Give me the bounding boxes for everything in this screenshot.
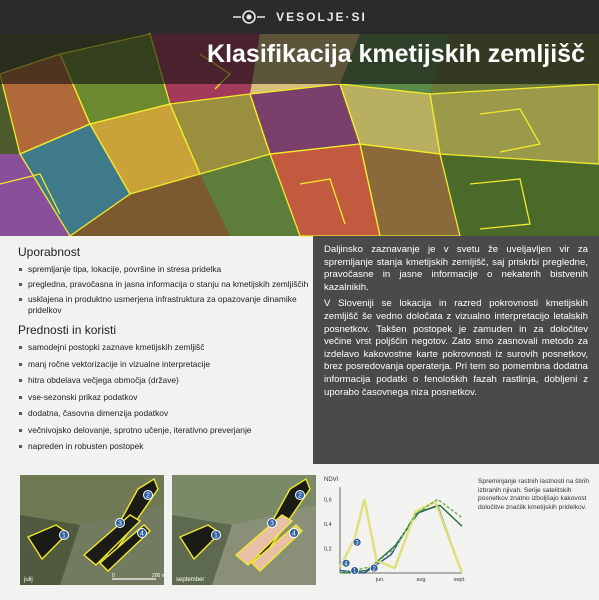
list-item: napreden in robusten postopek [18, 441, 310, 452]
series-marker-label: 4 [344, 561, 348, 568]
y-tick-label: 0,2 [324, 546, 332, 553]
prednosti-list [18, 342, 310, 452]
series-line-4 [340, 499, 462, 573]
intro-paragraph-1: Daljinsko zaznavanje je v svetu že uveljavljen vir za spremljanje stanja kmetijskih zemljišč, saj priskrbi pregledne, pravočasne in jasne informacije o nekaterih bistvenih kazalnikih. [324, 244, 588, 293]
series-marker-label: 1 [352, 568, 357, 575]
page-title: Klasifikacija kmetijskih zemljišč [207, 40, 585, 68]
list-item: večnivojsko delovanje, sprotno učenje, iterativno preverjanje [18, 425, 310, 436]
series-marker-label: 3 [355, 540, 359, 547]
list-item: hitra obdelava večjega območja (države) [18, 375, 310, 386]
list-item: samodejni postopki zaznave kmetijskih zemljišč [18, 342, 310, 353]
prednosti-heading: Prednosti in koristi [18, 323, 117, 337]
intro-text-box [313, 236, 599, 464]
image-label-julij: julij [24, 577, 33, 583]
field-number: 2 [298, 492, 302, 500]
list-item: vse-sezonski prikaz podatkov [18, 392, 310, 403]
list-item: spremljanje tipa, lokacije, površine in stresa pridelka [18, 264, 310, 275]
y-tick-label: 0,6 [324, 497, 332, 504]
satellite-image-julij [20, 475, 164, 585]
chart-caption: Spreminjanje rastnih lastnosti na štirih izbranih njivah. Serije satelitskih posnetkov znatno izboljšajo kakovost določitve značilk kmetijskih pridelkov. [478, 478, 590, 511]
brand-logo[interactable] [0, 0, 599, 34]
field-number: 1 [214, 532, 218, 540]
x-tick-label: avg. [416, 577, 427, 583]
uporabnost-list [18, 264, 310, 316]
field-number: 2 [146, 492, 150, 500]
list-item: usklajena in produktno usmerjena infrastruktura za opazovanje dinamike pridelkov [18, 294, 310, 316]
list-item: manj ročne vektorizacije in vizualne interpretacije [18, 359, 310, 370]
field-number: 4 [292, 530, 296, 538]
intro-paragraph-2: V Sloveniji se lokacija in razred pokrovnosti kmetijskih zemljišč še vedno določata z vizualno interpretacijo letalskih posnetkov. Takšen postopek je zamuden in za določitev večine vrst poljščin negotov. Zato smo zasnovali metodo za izdelavo kakovostne karte pokrovnosti iz surovih posnetkov, brez posredovanja operaterja. Pri tem so pomembna dodatna informacija podatki o fenoloških fazah rastlinja, dobljeni z uporabo časovnega niza posnetkov. [324, 298, 588, 398]
brand-name: VESOLJE·SI [276, 10, 367, 24]
left-column [18, 245, 310, 458]
x-tick-label: sept. [453, 577, 466, 583]
series-line-3 [340, 499, 462, 573]
series-marker-label: 2 [372, 566, 376, 573]
image-label-september: september [176, 577, 205, 583]
satellite-image-september [172, 475, 316, 585]
field-number: 3 [118, 520, 122, 528]
scale-zero: 0 [112, 573, 115, 579]
list-item: pregledna, pravočasna in jasna informacija o stanju na kmetijskih zemljiščih [18, 279, 310, 290]
field-number: 3 [270, 520, 274, 528]
field-number: 1 [62, 532, 66, 540]
scale-label: 200 m [152, 573, 166, 579]
uporabnost-heading: Uporabnost [18, 245, 81, 259]
satellite-logo-icon [232, 9, 266, 25]
x-tick-label: jun. [375, 577, 385, 583]
ndvi-chart [322, 473, 472, 585]
y-tick-label: 0,4 [324, 521, 332, 528]
field-number: 4 [140, 530, 144, 538]
list-item: dodatna, časovna dimenzija podatkov [18, 408, 310, 419]
chart-ylabel: NDVI [324, 477, 339, 483]
